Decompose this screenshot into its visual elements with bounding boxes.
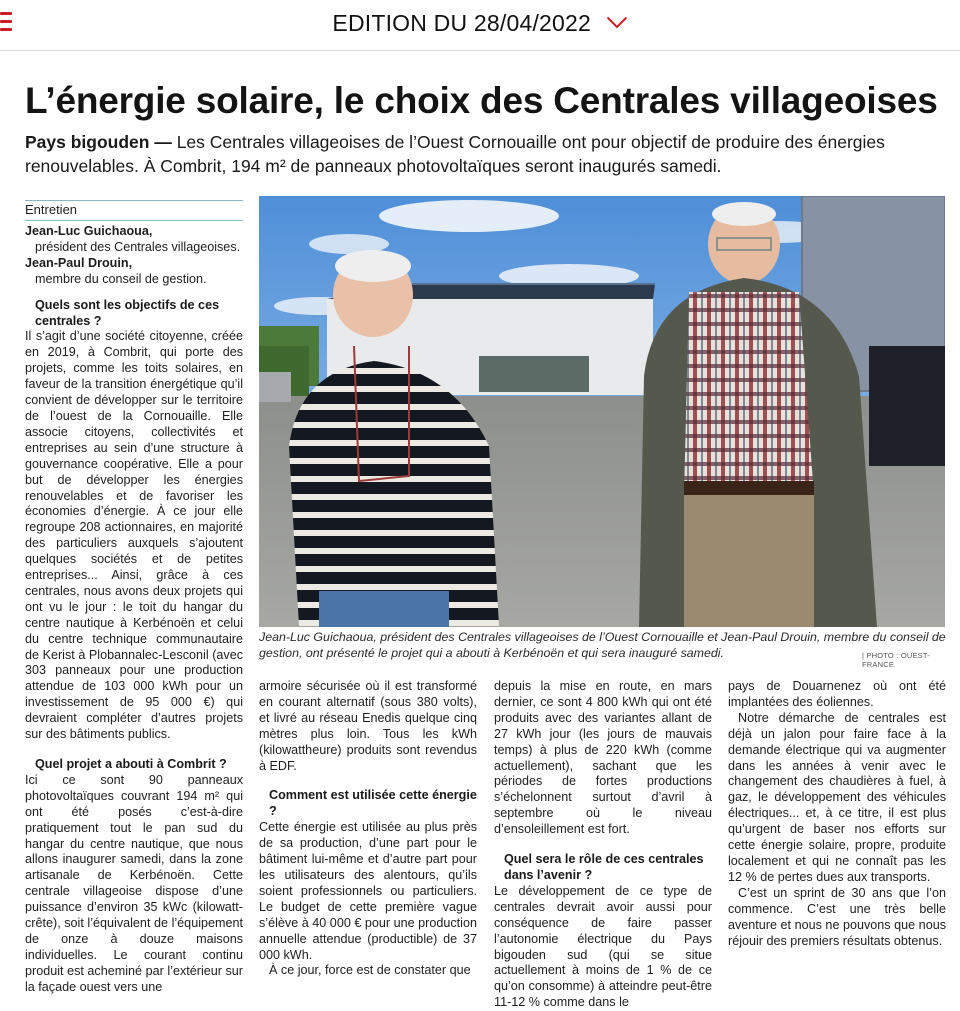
- answer-paragraph: Notre démarche de centrales est déjà un jalon pour faire face à la demande électrique qui va augmenter dans les années à venir avec le changement des chaudières à fuel, à gaz, le développement des véhicules électriques... et, à ce titre, il est plus qu’urgent de baser nos efforts sur cette énergie solaire, propre, produite localement et qui ne connaît pas les 12 % de pertes dues aux transports.: [728, 710, 946, 884]
- column-4: [728, 679, 946, 949]
- column-3: [494, 679, 712, 1011]
- answer-paragraph: Le développement de ce type de centrales devrait avoir aussi pour conséquence de faire passer l’autonomie électrique du Pays bigouden sud (qui se situe actuellement à moins de 1 % de ce qu’on consomme) à atteindre peut-être 11-12 % comme dans le: [494, 883, 712, 1010]
- person-role: président des Centrales villageoises.: [35, 239, 241, 254]
- column-2: [259, 679, 477, 979]
- edition-label: EDITION DU 28/04/2022: [332, 10, 591, 37]
- question-heading: Quels sont les objectifs de ces centrales ?: [35, 297, 220, 328]
- answer-paragraph: armoire sécurisée où il est transformé en courant alternatif (sous 380 volts), et livré au réseau Enedis quelque cinq mètres plus loin. Tous les kWh (kilowattheure) produits sont revendus à EDF.: [259, 679, 477, 773]
- photo-caption: Jean-Luc Guichaoua, président des Centrales villageoises de l’Ouest Cornouaille et Jean-Paul Drouin, membre du conseil de gestion, ont présenté le projet qui a abouti à Kerbénoën et qui sera inauguré samedi.: [259, 630, 946, 660]
- article-headline: L’énergie solaire, le choix des Centrales villageoises: [25, 80, 938, 121]
- person-name: Jean-Luc Guichaoua,: [25, 224, 153, 238]
- answer-paragraph: C’est un sprint de 30 ans que l’on commence. C’est une très belle aventure et nous ne pouvons que nous réjouir des premiers résultats obtenus.: [728, 885, 946, 948]
- lede-text: Les Centrales villageoises de l’Ouest Cornouaille ont pour objectif de produire des énergies renouvelables. À Combrit, 194 m² de panneaux photovoltaïques seront inaugurés samedi.: [25, 132, 885, 176]
- answer-paragraph: À ce jour, force est de constater que: [269, 963, 471, 978]
- edition-selector[interactable]: [0, 9, 960, 37]
- question-heading: Quel sera le rôle de ces centrales dans l’avenir ?: [504, 852, 704, 882]
- article-lede: [25, 130, 925, 178]
- answer-paragraph: Cette énergie est utilisée au plus près de sa production, d’une part pour le bâtiment lui-même et d’autre part pour les utilisateurs des alentours, qu’ils soient professionnels ou particuliers. Le budget de cette première vague s’élève à 40 000 € pour une production annuelle attendue (productible) de 37 000 kWh.: [259, 820, 477, 962]
- question-heading: Comment est utilisée cette énergie ?: [269, 788, 477, 819]
- column-1: [25, 224, 243, 996]
- answer-paragraph: pays de Douarnenez où ont été implantées des éoliennes.: [728, 679, 946, 709]
- answer-paragraph: Ici ce sont 90 panneaux photovoltaïques couvrant 194 m² qui ont été posés c’est-à-dire pratiquement tout le pan sud du hangar du centre nautique, que nous allons inaugurer samedi, dans la zone artisanale de Kerbénoën. Cette centrale villageoise dispose d’une puissance d’environ 35 kWc (kilowatt-crête), soit l’équivalent de l’équipement de onze à douze maisons individuelles. Le courant continu produit est acheminé par l’extérieur sur la façade ouest vers une: [25, 772, 243, 994]
- rubrique-label: Entretien: [25, 200, 243, 221]
- question-heading: Quel projet a abouti à Combrit ?: [35, 757, 227, 771]
- lede-location: Pays bigouden —: [25, 132, 172, 152]
- photo-credit: | PHOTO : OUEST-FRANCE: [862, 651, 930, 669]
- chevron-down-icon: [606, 16, 628, 29]
- answer-paragraph: Il s’agit d’une société citoyenne, créée en 2019, à Combrit, qui porte des projets, comme les toits solaires, en faveur de la transition énergétique qu’il convient de développer sur le territoire de l’ouest de la Cornouaille. Elle associe citoyens, collectivités et entreprises au sein d’une structure à gouvernance coopérative. Elle a pour but de développer les énergies renouvelables et de favoriser les économies d’énergie. À ce jour elle regroupe 208 actionnaires, en majorité des particuliers auxquels s’ajoutent quelques sociétés et de petites entreprises... Ainsi, grâce à ces centrales, nous avons deux projets qui ont vu le jour : le toit du hangar du centre nautique à Kerbénoën et celui du centre technique communautaire de Kerist à Plobannalec-Lesconil (avec 303 panneaux pour une production attendue de 103 000 kWh pour un investissement de 95 000 €) qui devraient compléter d’autres projets sur des bâtiments publics.: [25, 329, 243, 742]
- person-name: Jean-Paul Drouin,: [25, 255, 133, 270]
- article-photo[interactable]: [259, 196, 945, 627]
- answer-paragraph: depuis la mise en route, en mars dernier, ce sont 4 800 kWh qui ont été produits avec des variantes allant de 27 kWh jour (les jours de mauvais temps) à plus de 220 kWh (comme actuellement), sachant que les périodes de fortes productions s’échelonnent surtout d’avril à septembre où le niveau d’ensoleillement est fort.: [494, 679, 712, 837]
- person-role: membre du conseil de gestion.: [35, 271, 207, 286]
- top-bar: [0, 0, 960, 51]
